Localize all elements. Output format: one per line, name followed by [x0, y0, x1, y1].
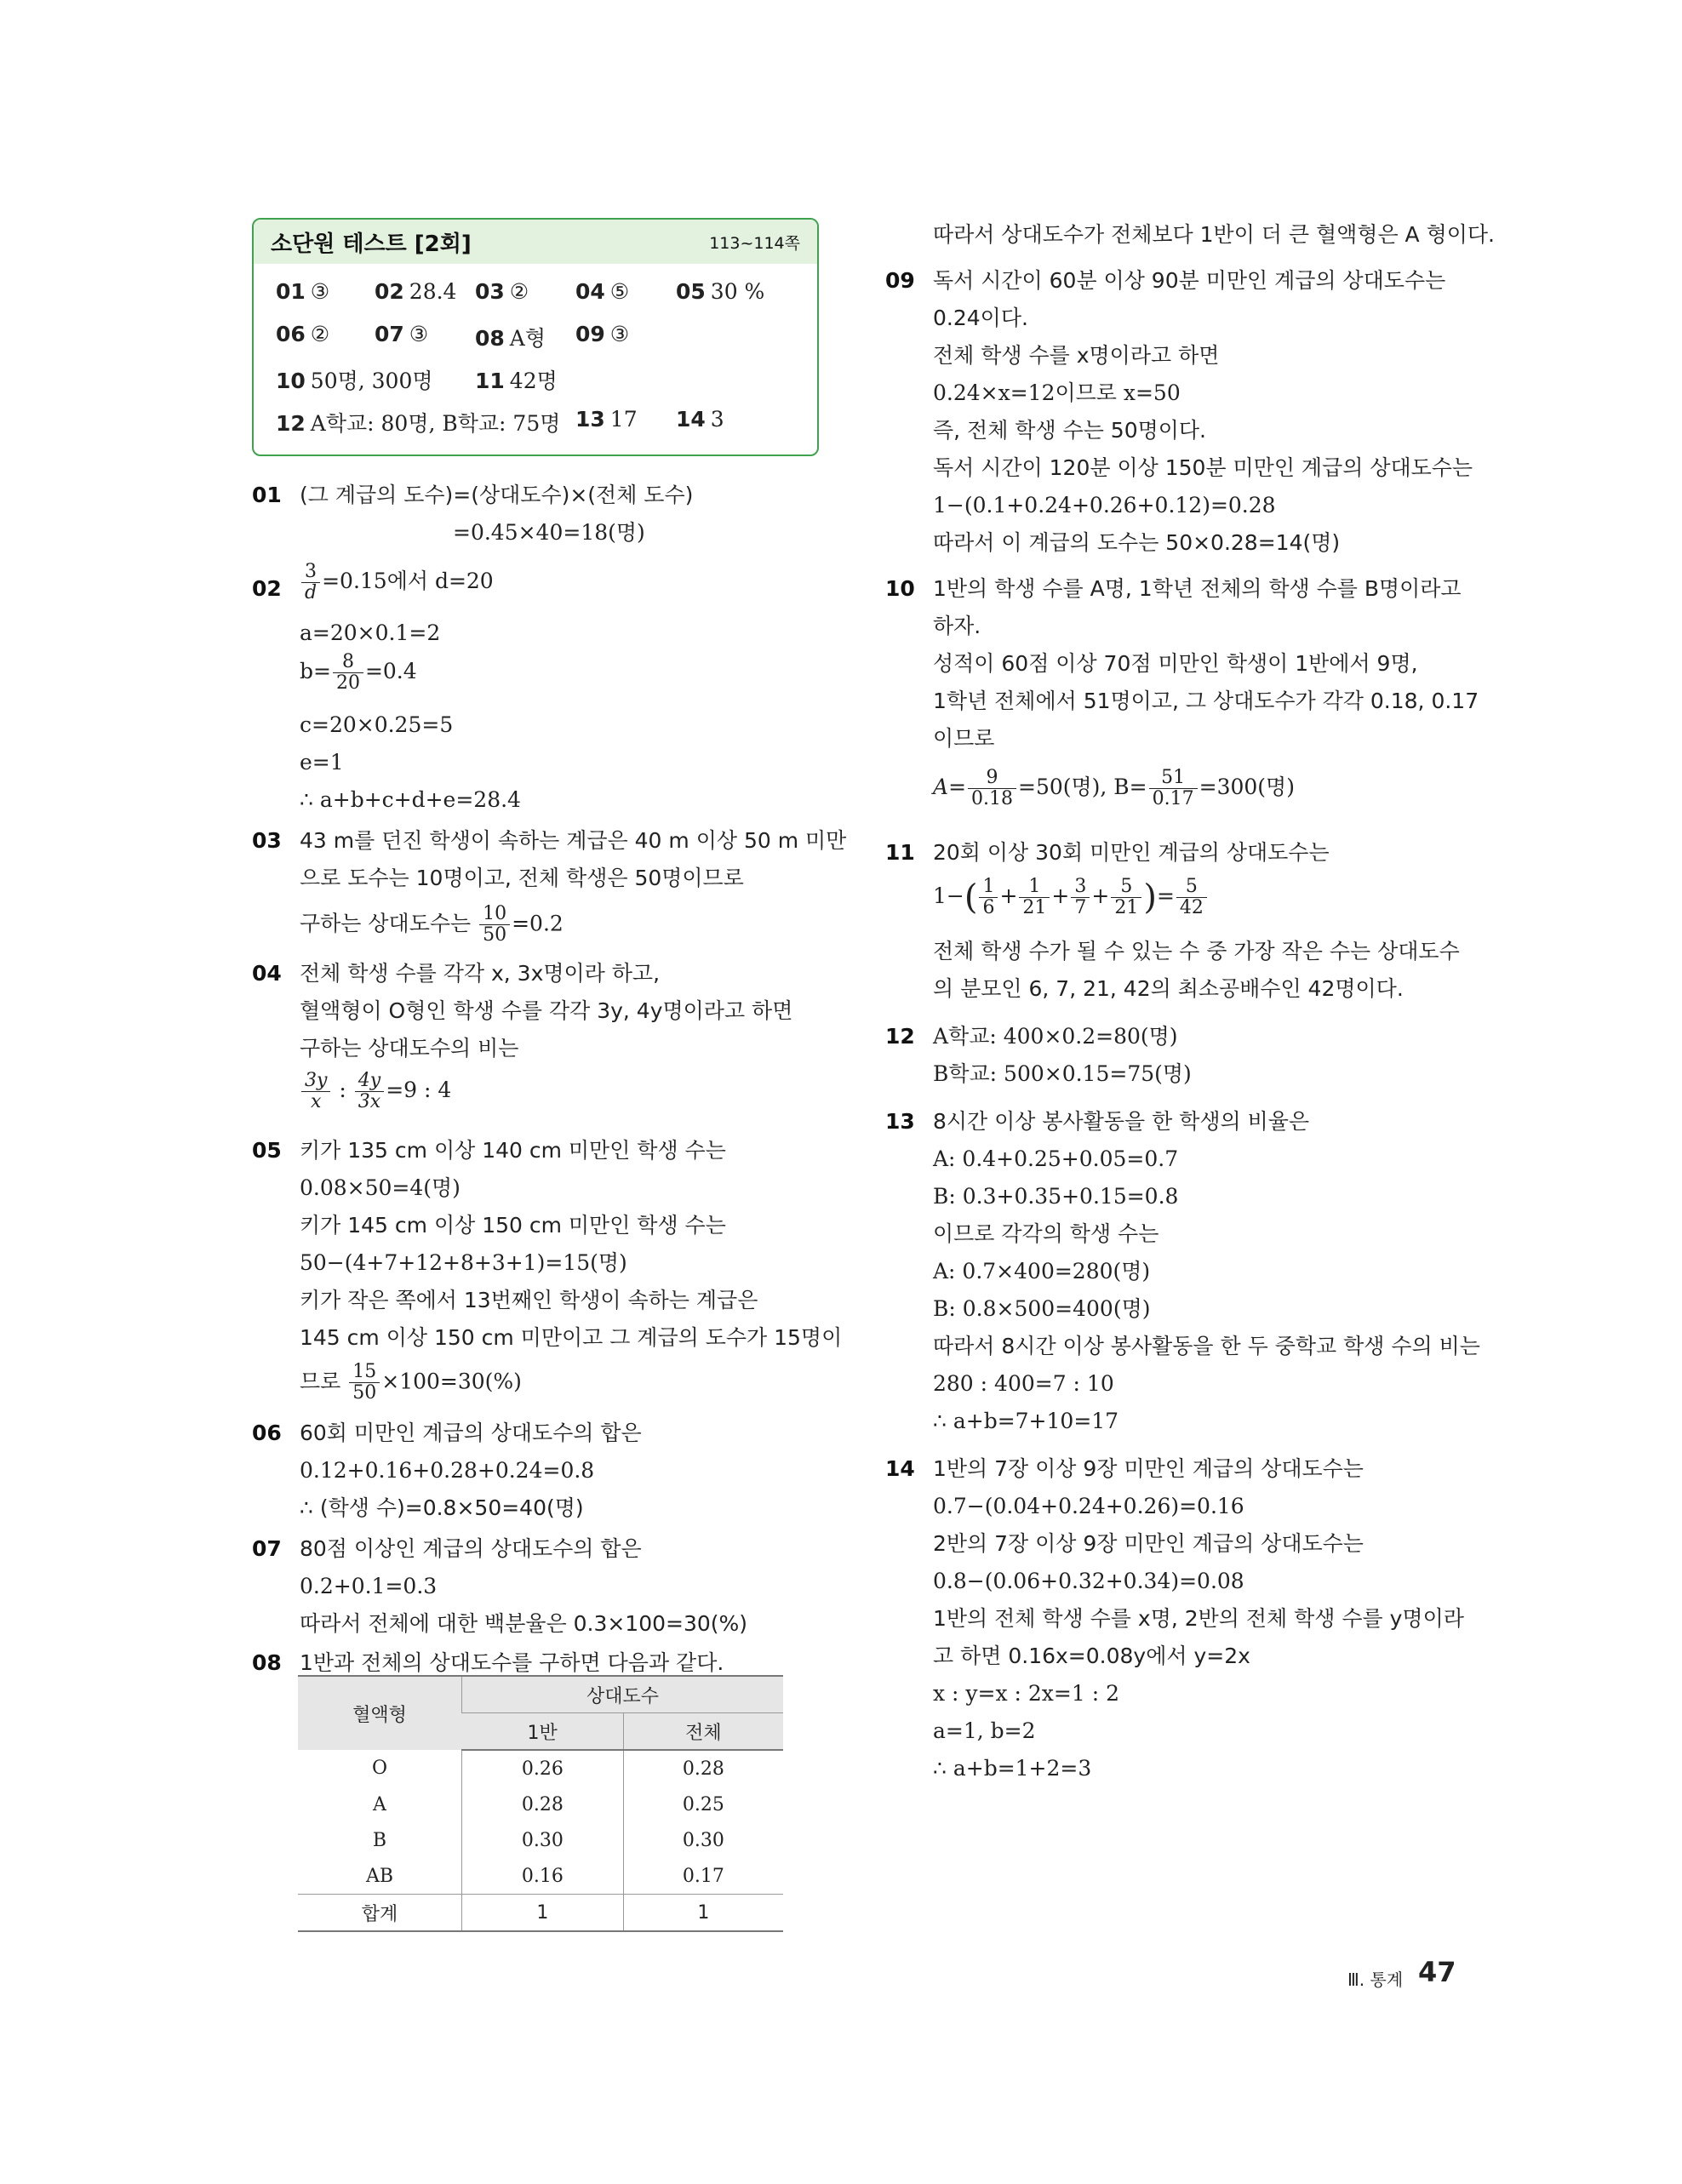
answer-row-2 [276, 322, 804, 356]
table-row: O 0.26 0.28 [298, 1750, 783, 1787]
fraction: $\frac{9}{0.18}$ [968, 768, 1016, 809]
question-number: 11 [885, 840, 915, 865]
solution-line: 60회 미만인 계급의 상대도수의 합은 [300, 1421, 642, 1445]
solution-line: 따라서 상대도수가 전체보다 1반이 더 큰 혈액형은 A 형이다. [933, 222, 1495, 247]
solution-line: 성적이 60점 이상 70점 미만인 학생이 1반에서 9명, [933, 651, 1418, 676]
solution-line: $\frac{3y}{x}$ : $\frac{4y}{3x}$ =9 : 4 [300, 1071, 451, 1112]
fraction: $\frac{15}{50}$ [349, 1362, 380, 1404]
question-number: 08 [252, 1650, 282, 1675]
solution-line: 0.2+0.1=0.3 [300, 1574, 438, 1598]
answer-box-title: 소단원 테스트 [2회] [271, 231, 472, 257]
solution-line: 즉, 전체 학생 수는 50명이다. [933, 418, 1206, 443]
solution-line: 0.12+0.16+0.28+0.24=0.8 [300, 1458, 595, 1483]
answer-no: 09 [575, 322, 605, 346]
answer-summary-box [252, 218, 819, 456]
answer-no: 01 [276, 279, 306, 304]
question-number: 06 [252, 1421, 282, 1445]
answer-value: 28.4 [409, 279, 457, 304]
answer-value: 17 [609, 407, 638, 432]
solution-line: a=20×0.1=2 [300, 620, 441, 645]
section-label: Ⅲ. 통계 [1347, 1970, 1404, 1990]
solution-line: b= $\frac{8}{20}$ =0.4 [300, 651, 417, 694]
answer-value: ③ [310, 279, 330, 304]
answer-value: ⑤ [609, 279, 630, 304]
question-number: 03 [252, 828, 282, 853]
solution-line: 전체 학생 수를 각각 x, 3x명이라 하고, [300, 961, 661, 986]
solution-line: 전체 학생 수가 될 수 있는 수 중 가장 작은 수는 상대도수 [933, 939, 1460, 963]
answer-box-pages: 113~114쪽 [709, 233, 800, 253]
solution-line: 따라서 8시간 이상 봉사활동을 한 두 중학교 학생 수의 비는 [933, 1334, 1480, 1358]
answer-value: A학교: 80명, B학교: 75명 [310, 411, 561, 436]
answer-no: 10 [276, 369, 306, 393]
solution-line: e=1 [300, 750, 344, 775]
solution-line: 구하는 상대도수의 비는 [300, 1036, 519, 1061]
question-number: 13 [885, 1109, 915, 1134]
question-number: 14 [885, 1456, 915, 1481]
table-row: A 0.28 0.25 [298, 1787, 783, 1822]
solution-line: 하자. [933, 614, 981, 638]
answer-no: 13 [575, 407, 605, 432]
solution-line: A: 0.7×400=280(명) [933, 1259, 1151, 1284]
solution-line: 8시간 이상 봉사활동을 한 학생의 비율은 [933, 1109, 1310, 1134]
relative-frequency-table [298, 1675, 783, 1932]
solution-line: 1반과 전체의 상대도수를 구하면 다음과 같다. [300, 1650, 724, 1675]
solution-line: 1학년 전체에서 51명이고, 그 상대도수가 각각 0.18, 0.17 [933, 689, 1479, 713]
answer-value: 50명, 300명 [310, 369, 433, 393]
fraction: $\frac{4y}{3x}$ [355, 1071, 384, 1112]
answer-value: 30 % [710, 279, 765, 304]
fraction: $\frac{1}{21}$ [1019, 877, 1050, 918]
fraction: $\frac{3}{d}$ [301, 562, 320, 603]
fraction: $\frac{10}{50}$ [479, 904, 510, 946]
question-number: 07 [252, 1536, 282, 1561]
solution-line: A= $\frac{9}{0.18}$ =50(명), B= $\frac{51}{0.17}$ =300(명) [933, 767, 1295, 809]
answer-value: 3 [710, 407, 724, 432]
solution-line: 1−(0.1+0.24+0.26+0.12)=0.28 [933, 493, 1276, 517]
answer-value: ③ [609, 322, 630, 346]
answer-box-header [254, 220, 817, 264]
solution-line: 0.24×x=12이므로 x=50 [933, 380, 1181, 405]
solution-line: 1반의 학생 수를 A명, 1학년 전체의 학생 수를 B명이라고 [933, 576, 1462, 601]
answer-row-1 [276, 279, 804, 313]
solution-line: 280 : 400=7 : 10 [933, 1371, 1114, 1396]
solution-line: 2반의 7장 이상 9장 미만인 계급의 상대도수는 [933, 1531, 1364, 1556]
question-number: 09 [885, 268, 915, 293]
answer-no: 06 [276, 322, 306, 346]
solution-line: A: 0.4+0.25+0.05=0.7 [933, 1146, 1179, 1171]
solution-line: 1반의 전체 학생 수를 x명, 2반의 전체 학생 수를 y명이라 [933, 1606, 1464, 1631]
solution-line: A학교: 400×0.2=80(명) [933, 1024, 1178, 1049]
answer-no: 05 [676, 279, 706, 304]
solution-line: 20회 이상 30회 미만인 계급의 상대도수는 [933, 840, 1330, 865]
fraction: $\frac{5}{21}$ [1111, 877, 1141, 918]
solution-line: 키가 145 cm 이상 150 cm 미만인 학생 수는 [300, 1213, 726, 1238]
answer-value: A형 [509, 326, 546, 351]
table-header: 전체 [623, 1713, 783, 1751]
solution-line: 따라서 전체에 대한 백분율은 0.3×100=30(%) [300, 1611, 748, 1636]
solution-line: B학교: 500×0.15=75(명) [933, 1061, 1192, 1086]
page-number: 47 [1418, 1956, 1456, 1988]
solution-line: 이므로 [933, 726, 995, 751]
solution-line: 0.08×50=4(명) [300, 1175, 461, 1200]
answer-no: 12 [276, 411, 306, 436]
question-number: 01 [252, 483, 282, 507]
solution-line: $\frac{3}{d}$ =0.15에서 d=20 [300, 562, 494, 603]
solution-line: 0.8−(0.06+0.32+0.34)=0.08 [933, 1569, 1244, 1593]
table-header: 혈액형 [298, 1676, 462, 1750]
solution-line: ∴ a+b=1+2=3 [933, 1756, 1092, 1781]
fraction: $\frac{51}{0.17}$ [1149, 768, 1198, 809]
solution-line: 이므로 각각의 학생 수는 [933, 1221, 1159, 1246]
answer-value: ② [509, 279, 529, 304]
solution-line: 전체 학생 수를 x명이라고 하면 [933, 343, 1220, 368]
question-number: 05 [252, 1138, 282, 1163]
solution-line: x : y=x : 2x=1 : 2 [933, 1681, 1119, 1706]
solution-line: 80점 이상인 계급의 상대도수의 합은 [300, 1536, 642, 1561]
table-total-row: 합계 1 1 [298, 1895, 783, 1932]
solution-line: 따라서 이 계급의 도수는 50×0.28=14(명) [933, 530, 1341, 555]
table-header: 1반 [462, 1713, 624, 1751]
answer-no: 14 [676, 407, 706, 432]
solution-line: B: 0.8×500=400(명) [933, 1296, 1151, 1321]
table-header: 상대도수 [462, 1676, 784, 1713]
solution-line: a=1, b=2 [933, 1718, 1036, 1743]
solution-line: 고 하면 0.16x=0.08y에서 y=2x [933, 1644, 1250, 1668]
solution-line: 0.7−(0.04+0.24+0.26)=0.16 [933, 1494, 1244, 1518]
solution-line: 43 m를 던진 학생이 속하는 계급은 40 m 이상 50 m 미만 [300, 828, 847, 853]
solution-line: 50−(4+7+12+8+3+1)=15(명) [300, 1250, 627, 1275]
solution-line: 1−( $\frac{1}{6}$ + $\frac{1}{21}$ + $\frac{3}{7}$ + $\frac{5}{21}$ )= $\frac{5}{42}$ [933, 877, 1209, 918]
answer-row-3 [276, 364, 804, 398]
solution-line: ∴ (학생 수)=0.8×50=40(명) [300, 1495, 584, 1520]
solution-line: 므로 $\frac{15}{50}$ ×100=30(%) [300, 1361, 522, 1404]
answer-value: ② [310, 322, 330, 346]
solution-line: 키가 135 cm 이상 140 cm 미만인 학생 수는 [300, 1138, 726, 1163]
solution-line: 145 cm 이상 150 cm 미만이고 그 계급의 도수가 15명이 [300, 1325, 843, 1350]
answer-no: 04 [575, 279, 605, 304]
answer-value: 42명 [509, 369, 558, 393]
solution-line: ∴ a+b=7+10=17 [933, 1409, 1119, 1433]
answer-no: 02 [375, 279, 404, 304]
answer-value: ③ [409, 322, 429, 346]
fraction: $\frac{8}{20}$ [333, 652, 363, 694]
solution-line: ∴ a+b+c+d+e=28.4 [300, 787, 521, 812]
solution-line: 0.24이다. [933, 306, 1028, 330]
fraction: $\frac{3}{7}$ [1071, 877, 1090, 918]
answer-no: 11 [475, 369, 505, 393]
solution-line: (그 계급의 도수)=(상대도수)×(전체 도수) [300, 483, 694, 507]
answer-no: 08 [475, 326, 505, 351]
solution-line: 의 분모인 6, 7, 21, 42의 최소공배수인 42명이다. [933, 976, 1404, 1001]
solution-line: 독서 시간이 60분 이상 90분 미만인 계급의 상대도수는 [933, 268, 1446, 293]
fraction: $\frac{5}{42}$ [1176, 877, 1207, 918]
solution-line: 독서 시간이 120분 이상 150분 미만인 계급의 상대도수는 [933, 455, 1473, 480]
table-row: B 0.30 0.30 [298, 1822, 783, 1858]
fraction: $\frac{3y}{x}$ [301, 1071, 330, 1112]
question-number: 12 [885, 1024, 915, 1049]
answer-no: 07 [375, 322, 404, 346]
solution-line: B: 0.3+0.35+0.15=0.8 [933, 1184, 1179, 1209]
question-number: 10 [885, 576, 915, 601]
solution-line: 으로 도수는 10명이고, 전체 학생은 50명이므로 [300, 866, 744, 890]
table-row: AB 0.16 0.17 [298, 1858, 783, 1895]
solution-line: =0.45×40=18(명) [453, 520, 645, 545]
solution-line: 혈액형이 O형인 학생 수를 각각 3y, 4y명이라고 하면 [300, 998, 793, 1023]
answer-row-4 [276, 407, 804, 441]
question-number: 02 [252, 576, 282, 601]
fraction: $\frac{1}{6}$ [979, 877, 998, 918]
solution-line: 키가 작은 쪽에서 13번째인 학생이 속하는 계급은 [300, 1288, 758, 1312]
solution-line: c=20×0.25=5 [300, 712, 454, 737]
question-number: 04 [252, 961, 282, 986]
solution-line: 구하는 상대도수는 $\frac{10}{50}$ =0.2 [300, 903, 564, 946]
solution-line: 1반의 7장 이상 9장 미만인 계급의 상대도수는 [933, 1456, 1364, 1481]
answer-no: 03 [475, 279, 505, 304]
